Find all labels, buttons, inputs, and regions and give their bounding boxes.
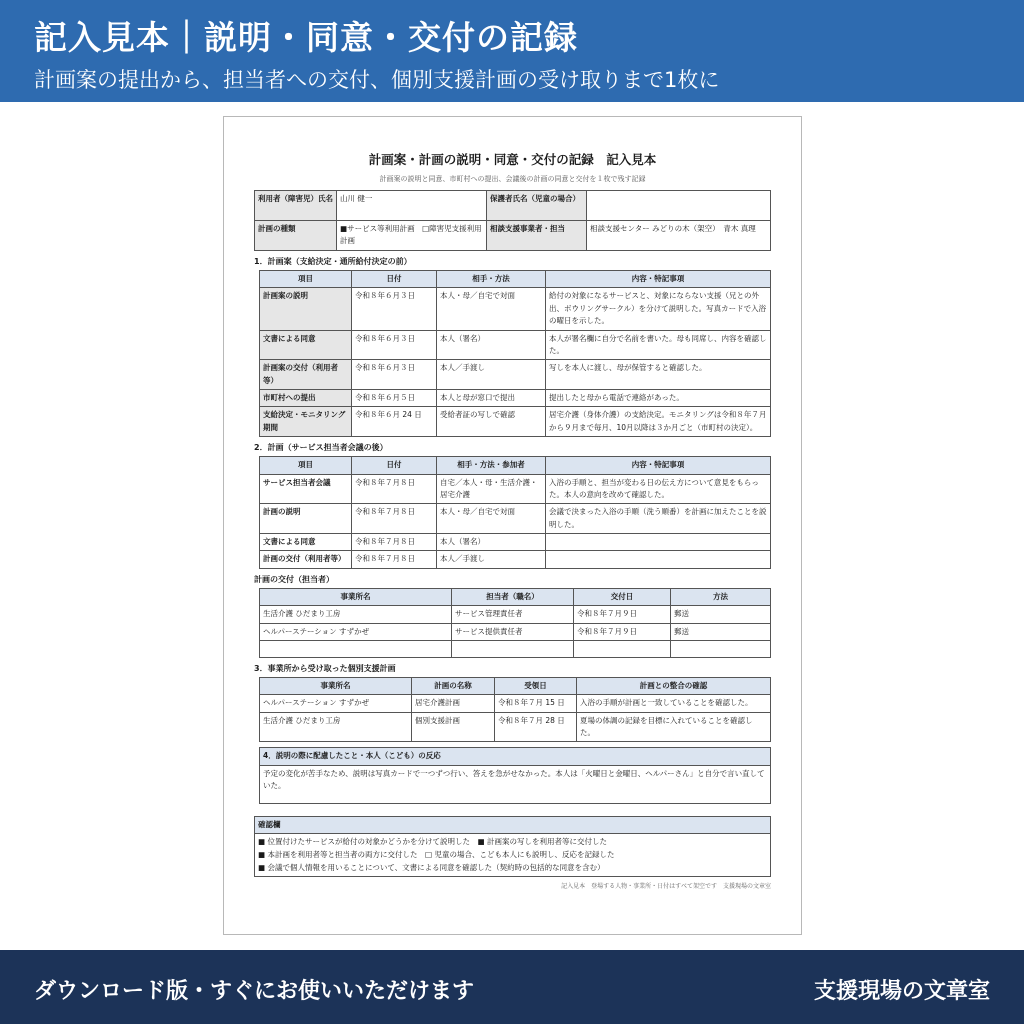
row-method: 郵送 — [671, 606, 771, 623]
table-row — [260, 712, 771, 742]
guardian-label: 保護者氏名（児童の場合） — [487, 191, 587, 221]
table-header: 事業所名 — [260, 677, 412, 694]
row-method: 自宅／本人・母・生活介護・居宅介護 — [437, 474, 546, 504]
table-header: 事業所名 — [260, 588, 452, 605]
table-header: 日付 — [352, 271, 437, 288]
row-office: 生活介護 ひだまり工房 — [260, 606, 452, 623]
table-row — [260, 407, 771, 437]
section1-table — [259, 270, 771, 437]
table-header: 計画の名称 — [412, 677, 495, 694]
section1-title: 1．計画案（支給決定・通所給付決定の前） — [254, 257, 412, 266]
row-date — [574, 640, 671, 657]
row-note: 本人が署名欄に自分で名前を書いた。母も同席し、内容を確認した。 — [546, 330, 771, 360]
delivery-title: 計画の交付（担当者） — [254, 574, 334, 584]
row-item: 文書による同意 — [260, 330, 352, 360]
row-item: 文書による同意 — [260, 534, 352, 551]
section2-title: 2．計画（サービス担当者会議の後） — [254, 443, 388, 453]
row-check: 夏場の体調の記録を目標に入れていることを確認した。 — [577, 712, 771, 742]
banner-subtitle: 計画案の提出から、担当者への交付、個別支援計画の受け取りまで1枚に — [34, 68, 720, 92]
row-person: サービス提供責任者 — [452, 623, 574, 640]
row-plan: 個別支援計画 — [412, 712, 495, 742]
checklist-table — [254, 816, 771, 878]
user-name-label: 利用者（障害児）氏名 — [255, 191, 337, 221]
user-name-value: 山川 健一 — [337, 191, 487, 221]
row-office: ヘルパーステーション すずかぜ — [260, 623, 452, 640]
guardian-value — [587, 191, 771, 221]
table-header: 項目 — [260, 457, 352, 474]
row-method: 本人／手渡し — [437, 551, 546, 568]
table-header: 交付日 — [574, 588, 671, 605]
row-method: 本人（署名） — [437, 330, 546, 360]
download-text: ダウンロード版・すぐにお使いいただけます — [34, 979, 475, 1004]
row-method: 郵送 — [671, 623, 771, 640]
row-item: 市町村への提出 — [260, 390, 352, 407]
row-office: ヘルパーステーション すずかぜ — [260, 695, 412, 712]
section4-title: 4．説明の際に配慮したこと・本人（こども）の反応 — [260, 748, 771, 765]
row-date: 令和８年６月５日 — [352, 390, 437, 407]
checklist-line: ■ 本計画を利用者等と担当者の両方に交付した □ 児童の場合、こども本人にも説明し、反応を記録した — [258, 849, 615, 859]
row-method: 本人と母が窓口で提出 — [437, 390, 546, 407]
table-header: 計画との整合の確認 — [577, 677, 771, 694]
row-item: 計画の交付（利用者等） — [260, 551, 352, 568]
table-row — [260, 606, 771, 623]
delivery-table — [259, 588, 771, 658]
row-note: 会議で決まった入浴の手順（洗う順番）を計画に加えたことを説明した。 — [546, 504, 771, 534]
table-row — [260, 390, 771, 407]
row-date: 令和８年７月８日 — [352, 551, 437, 568]
row-plan: 居宅介護計画 — [412, 695, 495, 712]
row-person: サービス管理責任者 — [452, 606, 574, 623]
section3-title: 3．事業所から受け取った個別支援計画 — [254, 663, 396, 673]
row-note — [546, 551, 771, 568]
row-method: 本人（署名） — [437, 534, 546, 551]
row-office: 生活介護 ひだまり工房 — [260, 712, 412, 742]
row-date: 令和８年６月 24 日 — [352, 407, 437, 437]
row-date: 令和８年７月９日 — [574, 623, 671, 640]
row-date: 令和８年６月３日 — [352, 330, 437, 360]
row-item: 計画案の交付（利用者等） — [260, 360, 352, 390]
table-row — [260, 695, 771, 712]
row-method: 本人／手渡し — [437, 360, 546, 390]
section3-table — [259, 677, 771, 743]
row-note: 入浴の手順と、担当が変わる日の伝え方について意見をもらった。本人の意向を改めて確認した。 — [546, 474, 771, 504]
table-header: 内容・特記事項 — [546, 271, 771, 288]
plan-type-label: 計画の種類 — [255, 221, 337, 251]
row-note: 提出したと母から電話で連絡があった。 — [546, 390, 771, 407]
brand-name: 支援現場の文章室 — [813, 979, 990, 1004]
document-sheet — [223, 116, 802, 935]
table-header: 相手・方法・参加者 — [437, 457, 546, 474]
section4-body: 予定の変化が苦手なため、説明は写真カードで一つずつ行い、答えを急がせなかった。本人は「火曜日と金曜日、ヘルパーさん」と自分で言い直していた。 — [260, 765, 771, 803]
row-date: 令和８年７月８日 — [352, 474, 437, 504]
table-row — [260, 288, 771, 330]
row-note: 居宅介護（身体介護）の支給決定。モニタリングは令和８年７月から９月まで毎月、10月以降は３か月ごと（市町村の決定）。 — [546, 407, 771, 437]
info-table — [254, 190, 771, 251]
row-office — [260, 640, 452, 657]
document-footnote: 記入見本 登場する人物・事業所・日付はすべて架空です 支援現場の文章室 — [561, 883, 771, 891]
row-item: 支給決定・モニタリング期間 — [260, 407, 352, 437]
footer-banner — [0, 950, 1024, 1024]
table-header: 項目 — [260, 271, 352, 288]
row-method: 本人・母／自宅で対面 — [437, 504, 546, 534]
table-header: 相手・方法 — [437, 271, 546, 288]
row-person — [452, 640, 574, 657]
row-method: 本人・母／自宅で対面 — [437, 288, 546, 330]
table-row — [260, 640, 771, 657]
office-value: 相談支援センター みどりの木（架空） 青木 真理 — [587, 221, 771, 251]
table-row — [260, 623, 771, 640]
row-note: 写しを本人に渡し、母が保管すると確認した。 — [546, 360, 771, 390]
row-date: 令和８年６月３日 — [352, 360, 437, 390]
table-row — [260, 534, 771, 551]
row-note — [546, 534, 771, 551]
row-date: 令和８年７月８日 — [352, 504, 437, 534]
row-date: 令和８年７月９日 — [574, 606, 671, 623]
checklist-title: 確認欄 — [255, 816, 771, 833]
table-header: 方法 — [671, 588, 771, 605]
row-date: 令和８年７月８日 — [352, 534, 437, 551]
table-row — [260, 330, 771, 360]
table-header: 担当者（職名） — [452, 588, 574, 605]
row-date: 令和８年６月３日 — [352, 288, 437, 330]
checklist-line: ■ 会議で個人情報を用いることについて、文書による同意を確認した（契約時の包括的な同意を含む） — [258, 862, 605, 872]
table-row — [260, 360, 771, 390]
row-item: サービス担当者会議 — [260, 474, 352, 504]
row-item: 計画の説明 — [260, 504, 352, 534]
section2-table — [259, 456, 771, 569]
row-item: 計画案の説明 — [260, 288, 352, 330]
table-header: 内容・特記事項 — [546, 457, 771, 474]
plan-type-value: ■サービス等利用計画 □障害児支援利用計画 — [337, 221, 487, 251]
checklist-body — [255, 834, 771, 877]
checklist-line: ■ 位置付けたサービスが給付の対象かどうかを分けて説明した ■ 計画案の写しを利用者等に交付した — [258, 837, 607, 847]
table-row — [260, 474, 771, 504]
document-subtitle: 計画案の説明と同意、市町村への提出、会議後の計画の同意と交付を１枚で残す記録 — [379, 175, 646, 183]
header-banner — [0, 0, 1024, 102]
row-date: 令和８年７月 28 日 — [495, 712, 577, 742]
section4-table — [259, 747, 771, 803]
row-note: 給付の対象になるサービスと、対象にならない支援（兄との外出、ボウリングサークル）を分けて説明した。写真カードで入浴の曜日を示した。 — [546, 288, 771, 330]
row-method: 受給者証の写しで確認 — [437, 407, 546, 437]
document-title: 計画案・計画の説明・同意・交付の記録 記入見本 — [368, 152, 657, 167]
table-header: 日付 — [352, 457, 437, 474]
table-row — [260, 551, 771, 568]
row-date: 令和８年７月 15 日 — [495, 695, 577, 712]
row-method — [671, 640, 771, 657]
table-row — [260, 504, 771, 534]
row-check: 入浴の手順が計画と一致していることを確認した。 — [577, 695, 771, 712]
banner-title: 記入見本｜説明・同意・交付の記録 — [34, 18, 578, 57]
office-label: 相談支援事業者・担当 — [487, 221, 587, 251]
table-header: 受領日 — [495, 677, 577, 694]
